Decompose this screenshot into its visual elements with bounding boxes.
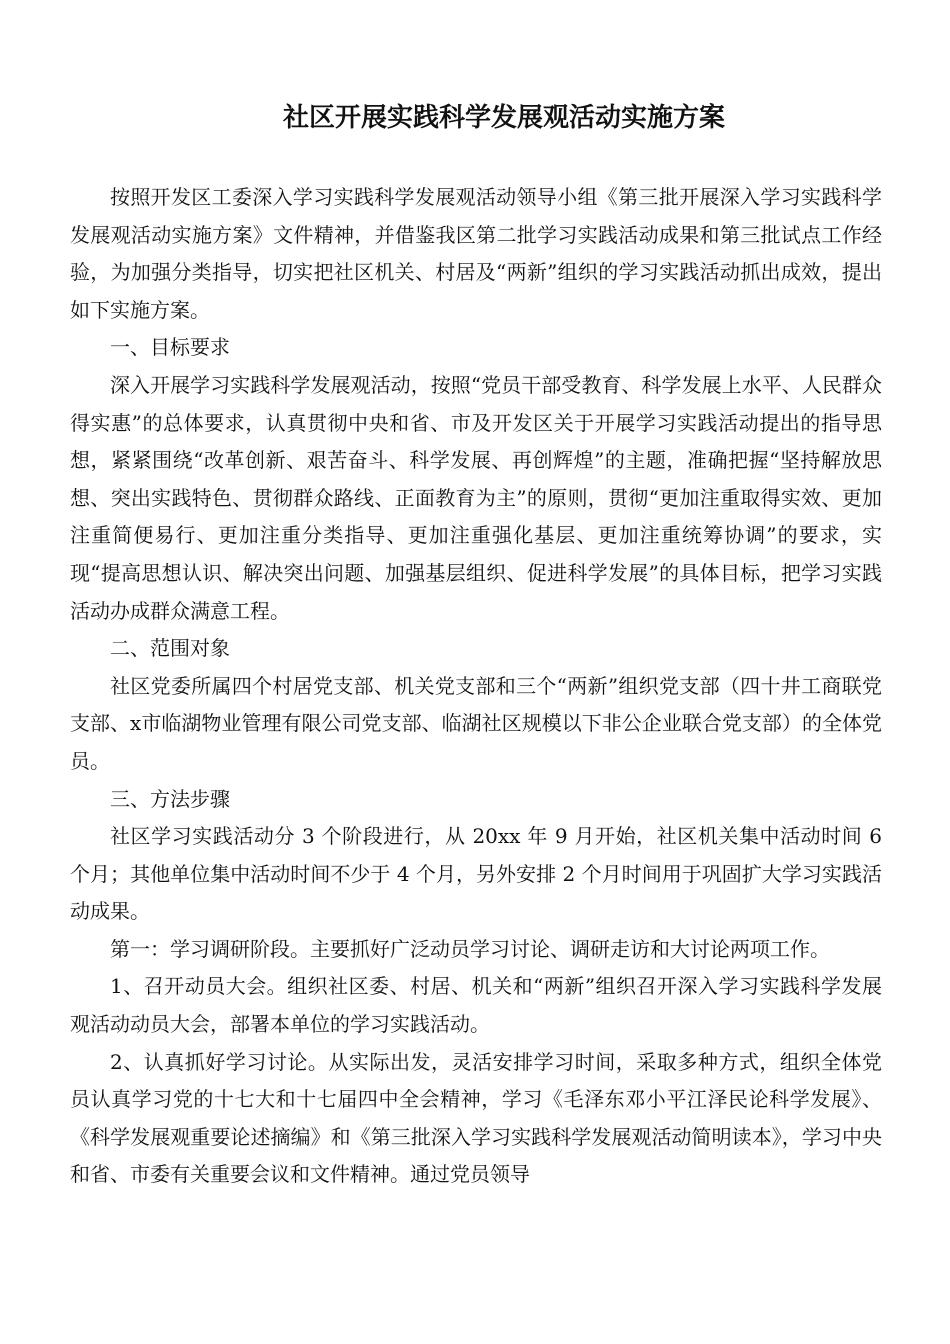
section-heading-steps: 三、方法步骤: [110, 786, 230, 811]
document-body: [70, 179, 882, 1194]
document-title: 社区开展实践科学发展观活动实施方案: [282, 103, 725, 133]
section-heading-goals: 一、目标要求: [110, 335, 230, 360]
paragraph-item-two: 2、认真抓好学习讨论。从实际出发，灵活安排学习时间，采取多种方式，组织全体党员认真学习党的十七大和十七届四中全会精神，学习《毛泽东邓小平江泽民论科学发展》、《科学发展观重要论述摘编》和《第三批深入学习实践科学发展观活动简明读本》，学习中央和省、市委有关重要会议和文件精神。通过党员领导: [70, 1049, 882, 1187]
section-heading-scope: 二、范围对象: [110, 636, 230, 661]
paragraph-stage-one: 第一：学习调研阶段。主要抓好广泛动员学习讨论、调研走访和大讨论两项工作。: [110, 936, 830, 961]
paragraph-steps: 社区学习实践活动分 3 个阶段进行，从 20xx 年 9 月开始，社区机关集中活动时间 6 个月；其他单位集中活动时间不少于 4 个月，另外安排 2 个月时间用于巩固扩大学习实践活动成果。: [70, 824, 882, 924]
paragraph-intro: 按照开发区工委深入学习实践科学发展观活动领导小组《第三批开展深入学习实践科学发展观活动实施方案》文件精神，并借鉴我区第二批学习实践活动成果和第三批试点工作经验，为加强分类指导，切实把社区机关、村居及“两新”组织的学习实践活动抓出成效，提出如下实施方案。: [70, 185, 882, 322]
paragraph-goals: 深入开展学习实践科学发展观活动，按照“党员干部受教育、科学发展上水平、人民群众得实惠”的总体要求，认真贯彻中央和省、市及开发区关于开展学习实践活动提出的指导思想，紧紧围绕“改革创新、艰苦奋斗、科学发展、再创辉煌”的主题，准确把握“坚持解放思想、突出实践特色、贯彻群众路线、正面教育为主”的原则，贯彻“更加注重取得实效、更加注重简便易行、更加注重分类指导、更加注重强化基层、更加注重统筹协调”的要求，实现“提高思想认识、解决突出问题、加强基层组织、促进科学发展”的具体目标，把学习实践活动办成群众满意工程。: [70, 372, 882, 623]
paragraph-item-one: 1、召开动员大会。组织社区委、村居、机关和“两新”组织召开深入学习实践科学发展观活动动员大会，部署本单位的学习实践活动。: [70, 974, 882, 1037]
paragraph-scope: 社区党委所属四个村居党支部、机关党支部和三个“两新”组织党支部（四十井工商联党支部、x市临湖物业管理有限公司党支部、临湖社区规模以下非公企业联合党支部）的全体党员。: [70, 673, 882, 773]
